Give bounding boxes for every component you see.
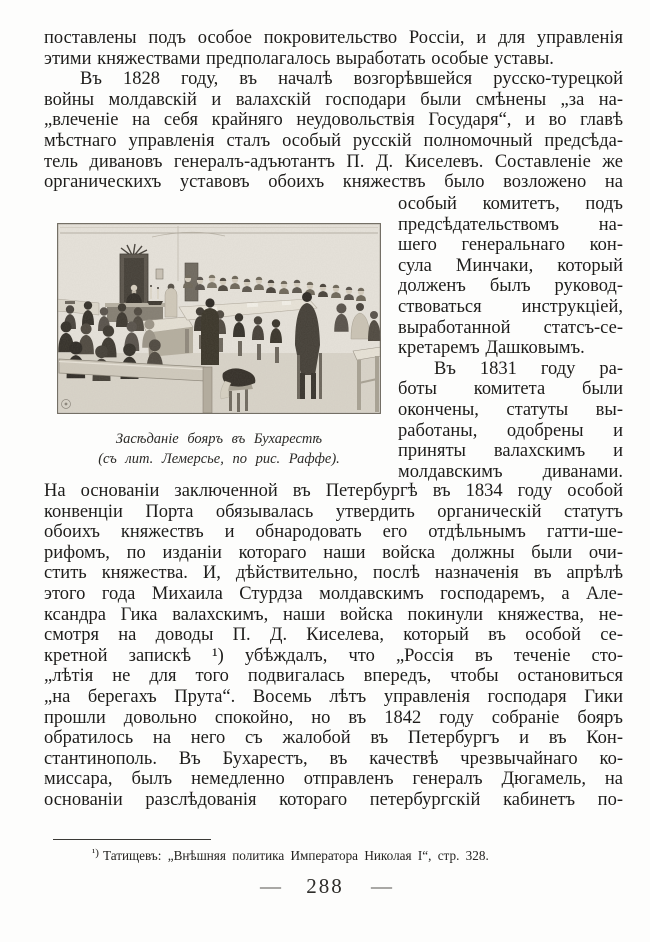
text-line: работаны, одобрены и xyxy=(398,420,623,441)
text-line: основаніи разслѣдованія котораго петербургскій кабинетъ по- xyxy=(44,789,623,810)
text-line: кретаремъ Дашковымъ. xyxy=(398,338,585,359)
text-line: кретной запискѣ ¹) убѣждалъ, что „Россія въ теченіе сто- xyxy=(44,645,623,666)
text-line: рифомъ, по изданіи котораго наши войска должны были очи- xyxy=(44,542,623,563)
text-line: мѣстнаго управленія сталъ особый русскій полномочный предсѣда- xyxy=(44,130,623,151)
text-line: приняты валахскимъ и xyxy=(398,441,623,462)
text-line: боты комитета были xyxy=(398,379,623,400)
text-line: Въ 1831 году ра- xyxy=(434,358,623,379)
text-line: этого года Михаила Стурдза молдавскимъ господаремъ, а Але- xyxy=(44,583,623,604)
text-line: предсѣдательствомъ на- xyxy=(398,214,623,235)
text-line: конвенціи Порта обязывалась утвердить органическій статутъ xyxy=(44,501,623,522)
text-line: Въ 1828 году, въ началѣ возгорѣвшейся русско-турецкой xyxy=(80,69,623,90)
paragraph-top xyxy=(44,28,623,193)
caption-title: Засѣданіе бояръ въ Бухарестѣ xyxy=(115,431,323,447)
text-line: этими княжествами предполагалось выработать особые уставы. xyxy=(44,48,554,69)
text-line: прошли довольно спокойно, но въ 1842 году собраніе бояръ xyxy=(44,707,623,728)
illustration-caption xyxy=(47,429,391,469)
text-line: миссара, былъ немедленно отправленъ генералъ Дюгамель, на xyxy=(44,769,623,790)
page-number-dash-right: — xyxy=(371,874,390,898)
text-line: сула Минчаки, который xyxy=(398,255,623,276)
text-line: „на берегахъ Прута“. Восемь лѣтъ управленія господаря Гики xyxy=(44,686,623,707)
text-line: обратилось на него съ жалобой въ Петербургъ и въ Кон- xyxy=(44,728,623,749)
text-line: стантинополь. Въ Бухарестъ, въ качествѣ чрезвычайнаго ко- xyxy=(44,748,623,769)
page-number xyxy=(0,874,650,899)
illustration-figure xyxy=(57,223,381,414)
text-line: На основаніи заключенной въ Петербургѣ въ 1834 году особой xyxy=(44,481,623,501)
text-line: „лѣтія не для того подвигалась впередъ, чтобы остановиться xyxy=(44,666,623,687)
footnote xyxy=(92,845,572,864)
text-line: обоихъ княжествъ и обнародовать его отдѣльнымъ гатти-ше- xyxy=(44,522,623,543)
caption-credit: (съ лит. Лемерсье, по рис. Раффе). xyxy=(98,451,340,467)
text-line: выработанной статсъ-се- xyxy=(398,317,623,338)
text-line: „влеченіе на себя крайняго неудовольствія Государя“, и во главѣ xyxy=(44,110,623,131)
text-line: стить княжества. И, дѣйствительно, послѣ назначенія въ апрѣлѣ xyxy=(44,563,623,584)
text-line: тель дивановъ генералъ-адъютантъ П. Д. Киселевъ. Составленіе же xyxy=(44,151,623,172)
footnote-marker: ¹) xyxy=(92,847,99,859)
text-line: шего генеральнаго кон- xyxy=(398,235,623,256)
text-line: окончены, статуты вы- xyxy=(398,399,623,420)
page-number-value: 288 xyxy=(306,874,344,898)
text-line: долженъ былъ руковод- xyxy=(398,276,623,297)
footnote-divider xyxy=(53,839,211,840)
text-line: поставлены подъ особое покровительство Россіи, и для управленія xyxy=(44,28,623,48)
text-line: ствоваться инструкціей, xyxy=(398,296,623,317)
paragraph-bottom xyxy=(44,481,623,811)
footnote-text: Татищевъ: „Внѣшняя политика Императора Николая I“, стр. 328. xyxy=(102,848,489,863)
text-line: ксандра Гика валахскимъ, наши войска покинули княжества, не- xyxy=(44,604,623,625)
text-line: особый комитетъ, подъ xyxy=(398,194,623,214)
text-line: смотря на доводы П. Д. Киселева, который въ особой се- xyxy=(44,625,623,646)
text-line: органическихъ уставовъ обоихъ княжествъ было возложено на xyxy=(44,172,623,193)
text-line: молдавскимъ диванами. xyxy=(398,461,623,482)
paragraph-right-column xyxy=(398,194,623,482)
text-line: войны молдавскій и валахскій господари были смѣнены „за на- xyxy=(44,89,623,110)
page-number-dash-left: — xyxy=(260,874,279,898)
boyar-session-engraving xyxy=(57,223,381,414)
